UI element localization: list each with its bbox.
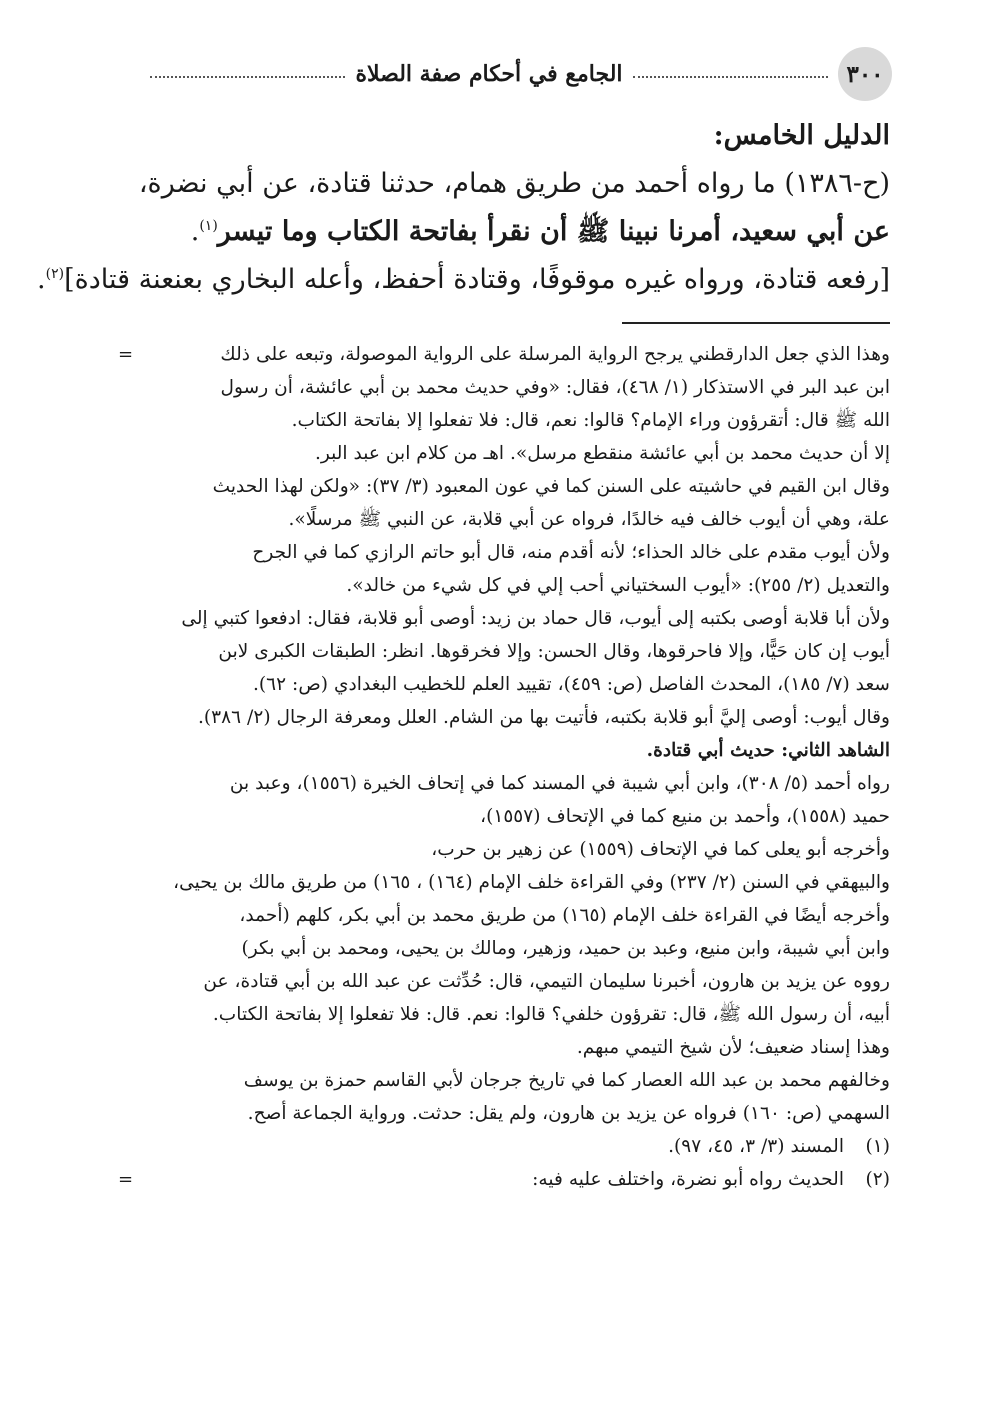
note-line: أبيه، أن رسول الله ﷺ، قال: تقرؤون خلفي؟ قالوا: نعم. قال: فلا تفعلوا إلا بفاتحة الكتاب. bbox=[212, 1004, 890, 1025]
main-line-3 bbox=[37, 256, 890, 304]
footnote-2 bbox=[118, 1163, 890, 1196]
hadith-text: عن أبي سعيد، أمرنا نبينا ﷺ أن نقرأ بفاتحة الكتاب وما تيسر bbox=[217, 216, 890, 247]
note-line: وابن أبي شيبة، وابن منيع، وعبد بن حميد، وزهير، ومالك بن يحيى، ومحمد بن أبي بكر) bbox=[241, 938, 890, 959]
note-line: إلا أن حديث محمد بن أبي عائشة منقطع مرسل». اهـ من كلام ابن عبد البر. bbox=[314, 443, 890, 464]
note-line: ولأن أيوب مقدم على خالد الحذاء؛ لأنه أقدم منه، قال أبو حاتم الرازي كما في الجرح bbox=[252, 542, 890, 563]
note-line: الله ﷺ قال: أتقرؤون وراء الإمام؟ قالوا: نعم، قال: فلا تفعلوا إلا بفاتحة الكتاب. bbox=[291, 410, 890, 431]
note-line: والبيهقي في السنن (٢/ ٢٣٧) وفي القراءة خلف الإمام (١٦٤) ، ١٦٥) من طريق مالك بن يحيى، bbox=[173, 872, 890, 893]
footnote-number: (١) bbox=[865, 1136, 890, 1157]
note-line: ولأن أبا قلابة أوصى بكتبه إلى أيوب، قال حماد بن زيد: أوصى أبو قلابة، فقال: ادفعوا كتبي إلى bbox=[181, 608, 890, 629]
note-line: رواه أحمد (٥/ ٣٠٨)، وابن أبي شيبة في المسند كما في إتحاف الخيرة (١٥٥٦)، وعبد بن bbox=[229, 773, 890, 794]
note-line: رووه عن يزيد بن هارون، أخبرنا سليمان التيمي، قال: حُدِّثت عن عبد الله بن أبي قتادة، عن bbox=[203, 971, 890, 992]
note-line: وخالفهم محمد بن عبد الله العصار كما في تاريخ جرجان لأبي القاسم حمزة بن يوسف bbox=[243, 1070, 890, 1091]
main-line-3-end: . bbox=[37, 264, 46, 295]
continuation-marker-bottom: = bbox=[118, 1169, 134, 1190]
footnote-number: (٢) bbox=[865, 1169, 890, 1190]
note-line: سعد (٧/ ١٨٥)، المحدث الفاصل (ص: ٤٥٩)، تقييد العلم للخطيب البغدادي (ص: ٦٢). bbox=[252, 674, 890, 695]
main-line-2 bbox=[140, 208, 890, 256]
witness-heading: الشاهد الثاني: حديث أبي قتادة. bbox=[646, 740, 890, 761]
footnotes-section bbox=[118, 338, 890, 1196]
footnote-ref-2[interactable]: (٢) bbox=[45, 266, 65, 282]
continuation-marker-top: = bbox=[118, 344, 134, 365]
note-line: وأخرجه أبو يعلى كما في الإتحاف (١٥٥٩) عن زهير بن حرب، bbox=[431, 839, 890, 860]
header-dots-left bbox=[150, 76, 345, 78]
footnote-1 bbox=[148, 1130, 890, 1163]
footnote-text: الحديث رواه أبو نضرة، واختلف عليه فيه: bbox=[532, 1169, 844, 1190]
footnote-text: المسند (٣/ ٣، ٤٥، ٩٧). bbox=[668, 1136, 844, 1157]
note-line: وقال ابن القيم في حاشيته على السنن كما في عون المعبود (٣/ ٣٧): «ولكن لهذا الحديث bbox=[212, 476, 890, 497]
note-line: حميد (١٥٥٨)، وأحمد بن منيع كما في الإتحاف (١٥٥٧)، bbox=[480, 806, 890, 827]
note-line: وأخرجه أيضًا في القراءة خلف الإمام (١٦٥) من طريق محمد بن أبي بكر، كلهم (أحمد، bbox=[239, 905, 890, 926]
note-line: أيوب إن كان حَيًّا، وإلا فاحرقوها، وقال الحسن: وإلا فخرقوها. انظر: الطبقات الكبرى لابن bbox=[218, 641, 890, 662]
note-line: السهمي (ص: ١٦٠) فرواه عن يزيد بن هارون، ولم يقل: حدثت. ورواية الجماعة أصح. bbox=[247, 1103, 890, 1124]
book-title: الجامع في أحكام صفة الصلاة bbox=[355, 61, 623, 87]
footnote-separator bbox=[622, 322, 890, 324]
note-line: وقال أيوب: أوصى إليَّ أبو قلابة بكتبه، فأتيت بها من الشام. العلل ومعرفة الرجال (٢/ ٣٨٦). bbox=[197, 707, 890, 728]
grading-text: [رفعه قتادة، ورواه غيره موقوفًا، وقتادة أحفظ، وأعله البخاري بعنعنة قتادة] bbox=[64, 264, 890, 295]
note-line: = وهذا الذي جعل الدارقطني يرجح الرواية المرسلة على الرواية الموصولة، وتبعه على ذلك bbox=[148, 338, 890, 371]
note-line: وهذا إسناد ضعيف؛ لأن شيخ التيمي مبهم. bbox=[576, 1037, 890, 1058]
header-dots-right bbox=[633, 76, 828, 78]
page-number: ٣٠٠ bbox=[838, 47, 892, 101]
footnote-ref-1[interactable]: (١) bbox=[199, 218, 218, 234]
main-line-1: (ح-١٣٨٦) ما رواه أحمد من طريق همام، حدثنا قتادة، عن أبي نضرة، bbox=[138, 168, 890, 199]
note-line: ابن عبد البر في الاستذكار (١/ ٤٦٨)، فقال: «وفي حديث محمد بن أبي عائشة، أن رسول bbox=[220, 377, 890, 398]
note-line: علة، وهي أن أيوب خالف فيه خالدًا، فرواه عن أبي قلابة، عن النبي ﷺ مرسلًا». bbox=[288, 509, 890, 530]
section-heading: الدليل الخامس: bbox=[713, 120, 890, 151]
page-header bbox=[140, 48, 892, 100]
main-line-2-end: . bbox=[190, 216, 200, 247]
note-line: والتعديل (٢/ ٢٥٥): «أيوب السختياني أحب إلي في كل شيء من خالد». bbox=[346, 575, 890, 596]
main-text bbox=[37, 112, 890, 304]
